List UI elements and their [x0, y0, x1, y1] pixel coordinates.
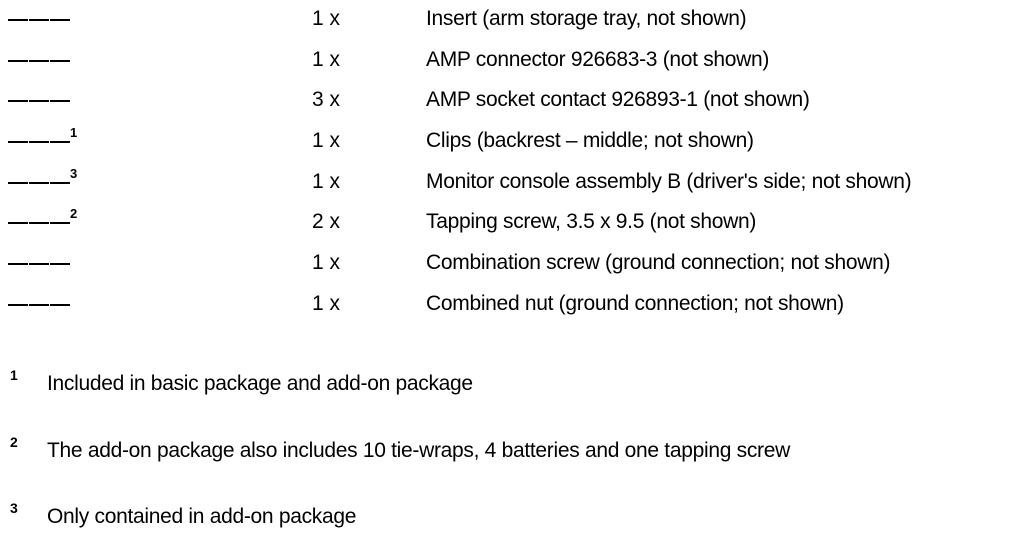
part-number-text: ——— — [8, 212, 71, 235]
part-quantity: 1 x — [312, 291, 341, 315]
footnote-text: Included in basic package and add-on package — [47, 372, 473, 395]
footnote-item — [0, 493, 1024, 560]
part-quantity: 1 x — [312, 129, 341, 153]
part-description: Tapping screw, 3.5 x 9.5 (not shown) — [426, 210, 757, 234]
footnote-ref: 2 — [70, 206, 79, 222]
footnote-mark: 2 — [10, 433, 18, 450]
part-number-text: ——— — [8, 293, 71, 316]
part-row — [0, 124, 1024, 165]
part-number-text: ——— — [8, 8, 71, 31]
part-quantity: 3 x — [312, 88, 341, 112]
footnotes — [0, 360, 1024, 560]
part-quantity: 1 x — [312, 7, 341, 30]
part-description: AMP socket contact 926893-1 (not shown) — [426, 88, 810, 112]
part-row — [0, 205, 1024, 246]
footnote-mark: 1 — [10, 367, 18, 383]
part-number — [8, 206, 79, 235]
footnote-text: Only contained in add-on package — [47, 505, 357, 528]
part-description: Clips (backrest – middle; not shown) — [426, 129, 754, 153]
footnote-item — [0, 360, 1024, 427]
part-number — [8, 47, 70, 73]
part-description: Combination screw (ground connection; not shown) — [426, 251, 891, 275]
part-quantity: 1 x — [312, 169, 341, 193]
footnote-mark: 3 — [10, 500, 18, 516]
part-quantity: 2 x — [312, 210, 341, 234]
part-row — [0, 246, 1024, 287]
part-number-text: ——— — [8, 90, 71, 113]
footnote-item — [0, 427, 1024, 494]
part-number — [8, 250, 70, 276]
part-number-text: ——— — [8, 49, 71, 72]
part-quantity: 1 x — [312, 47, 341, 71]
part-number — [8, 291, 70, 317]
part-number — [8, 6, 70, 32]
part-description: AMP connector 926683-3 (not shown) — [426, 47, 770, 71]
part-number-text: ——— — [8, 171, 71, 194]
part-number — [8, 125, 79, 154]
part-row — [0, 43, 1024, 84]
part-description: Monitor console assembly B (driver's side; not shown) — [426, 169, 912, 193]
part-row — [0, 2, 1024, 43]
part-description: Insert (arm storage tray, not shown) — [426, 7, 747, 30]
footnote-ref: 1 — [70, 125, 79, 141]
part-quantity: 1 x — [312, 251, 341, 275]
part-number-text: ——— — [8, 252, 71, 275]
part-description: Combined nut (ground connection; not shown) — [426, 291, 844, 315]
part-number — [8, 165, 79, 195]
part-number — [8, 87, 70, 113]
footnote-text: The add-on package also includes 10 tie-wraps, 4 batteries and one tapping screw — [47, 438, 790, 462]
parts-list — [0, 2, 1024, 328]
footnote-ref: 3 — [70, 165, 79, 181]
part-number-text: ——— — [8, 130, 71, 153]
part-row — [0, 165, 1024, 206]
part-row — [0, 287, 1024, 328]
part-row — [0, 83, 1024, 124]
